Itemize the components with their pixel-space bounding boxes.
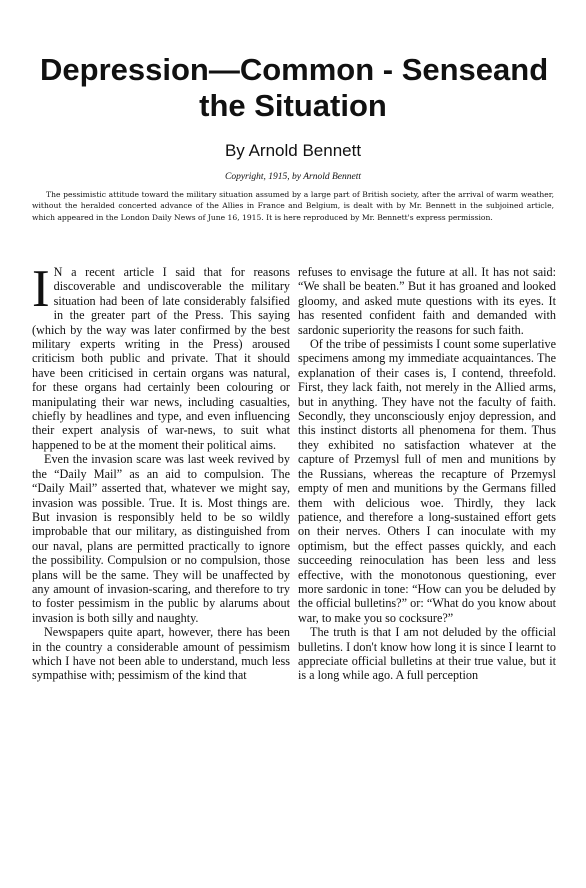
byline: By Arnold Bennett — [224, 141, 362, 160]
paragraph-3: Newspapers quite apart, however, there has been in the country a considerable amount of pessimism which I have not been able to understand, much less sympathise with; pessimism of the kind that — [32, 625, 290, 683]
article-title-part-1: Depression—Common - Sense — [40, 52, 494, 87]
drop-cap: I — [32, 260, 50, 318]
left-column — [32, 260, 290, 683]
article-title-line-2: the Situation — [199, 88, 387, 123]
paragraph-1-text: N a recent article I said that for reasons discoverable and undiscoverable the military situation had been of late considerably falsified in the greater part of the Press. This saying (which by the way was later confirmed by the best military experts writing in the Press) aroused criticism both public and private. That it should have been criticised in certain organs was natural, for these organs had certainly been colouring or manipulating their war news, including casualties, chiefly by headlines and type, and even influencing their expert analysis of war-news, to suit what happened to be at the moment their political aims. — [32, 265, 290, 452]
paragraph-6: The truth is that I am not deluded by the official bulletins. I don't know how long it is since I learnt to appreciate official bulletins at their true value, but it is a long while ago. A full perception — [298, 625, 556, 683]
intro-paragraph: The pessimistic attitude toward the military situation assumed by a large part of British society, after the arrival of warm weather, without the heralded concerted advance of the Allies in France and Belgium, is dealt with by Mr. Bennett in the subjoined article, which appeared in the London Daily News of June 16, 1915. It is here reproduced by Mr. Bennett's express permission. — [32, 190, 554, 222]
copyright-notice: Copyright, 1915, by Arnold Bennett — [225, 172, 361, 182]
paragraph-2: Even the invasion scare was last week revived by the “Daily Mail” as an aid to compulsion. The “Daily Mail” asserted that, whatever we might say, invasion was possible. True. It is. Most things are. But invasion is responsibly held to be so wildly improbable that our military, as distinguished from our naval, plans are permitted practically to ignore the possibility. Compulsion or no compulsion, those plans will be the same. They will be unaffected by any amount of invasion-scaring, and therefore to try to foster pessimism in the public by alarums about invasion is both silly and naughty. — [32, 452, 290, 625]
article-title-line-1 — [40, 52, 549, 88]
paragraph-1 — [32, 260, 290, 452]
paragraph-5: Of the tribe of pessimists I count some superlative specimens among my immediate acquaintances. The explanation of their cases is, I contend, threefold. First, they lack faith, not merely in the Allied arms, but in anything. They have not the faculty of faith. Secondly, they unconsciously enjoy depression, and this instinct distorts all phenomena for them. Thus they exhibited no satisfaction whatever at the capture of Przemysl full of men and munitions by the Russians, whereas the recapture of Przemysl empty of men and munitions by the Germans filled them with delicious woe. Thirdly, they lack patience, and therefore a long-sustained effort gets on their nerves. Others I can inoculate with my optimism, but the effect passes quickly, and each succeeding reinoculation has been less and less effective, with the monotonous questioning, ever more sardonic in tone: “How can you be deluded by the official bulletins?” or: “What do you know about war, to make you so cocksure?” — [298, 337, 556, 625]
paragraph-4: refuses to envisage the future at all. It has not said: “We shall be beaten.” But it has groaned and looked gloomy, and asked mute questions with its eyes. It has resented confident faith and demanded with sardonic superiority the reasons for such faith. — [298, 265, 556, 337]
article-title-part-2: and — [493, 52, 549, 87]
right-column — [298, 265, 556, 683]
